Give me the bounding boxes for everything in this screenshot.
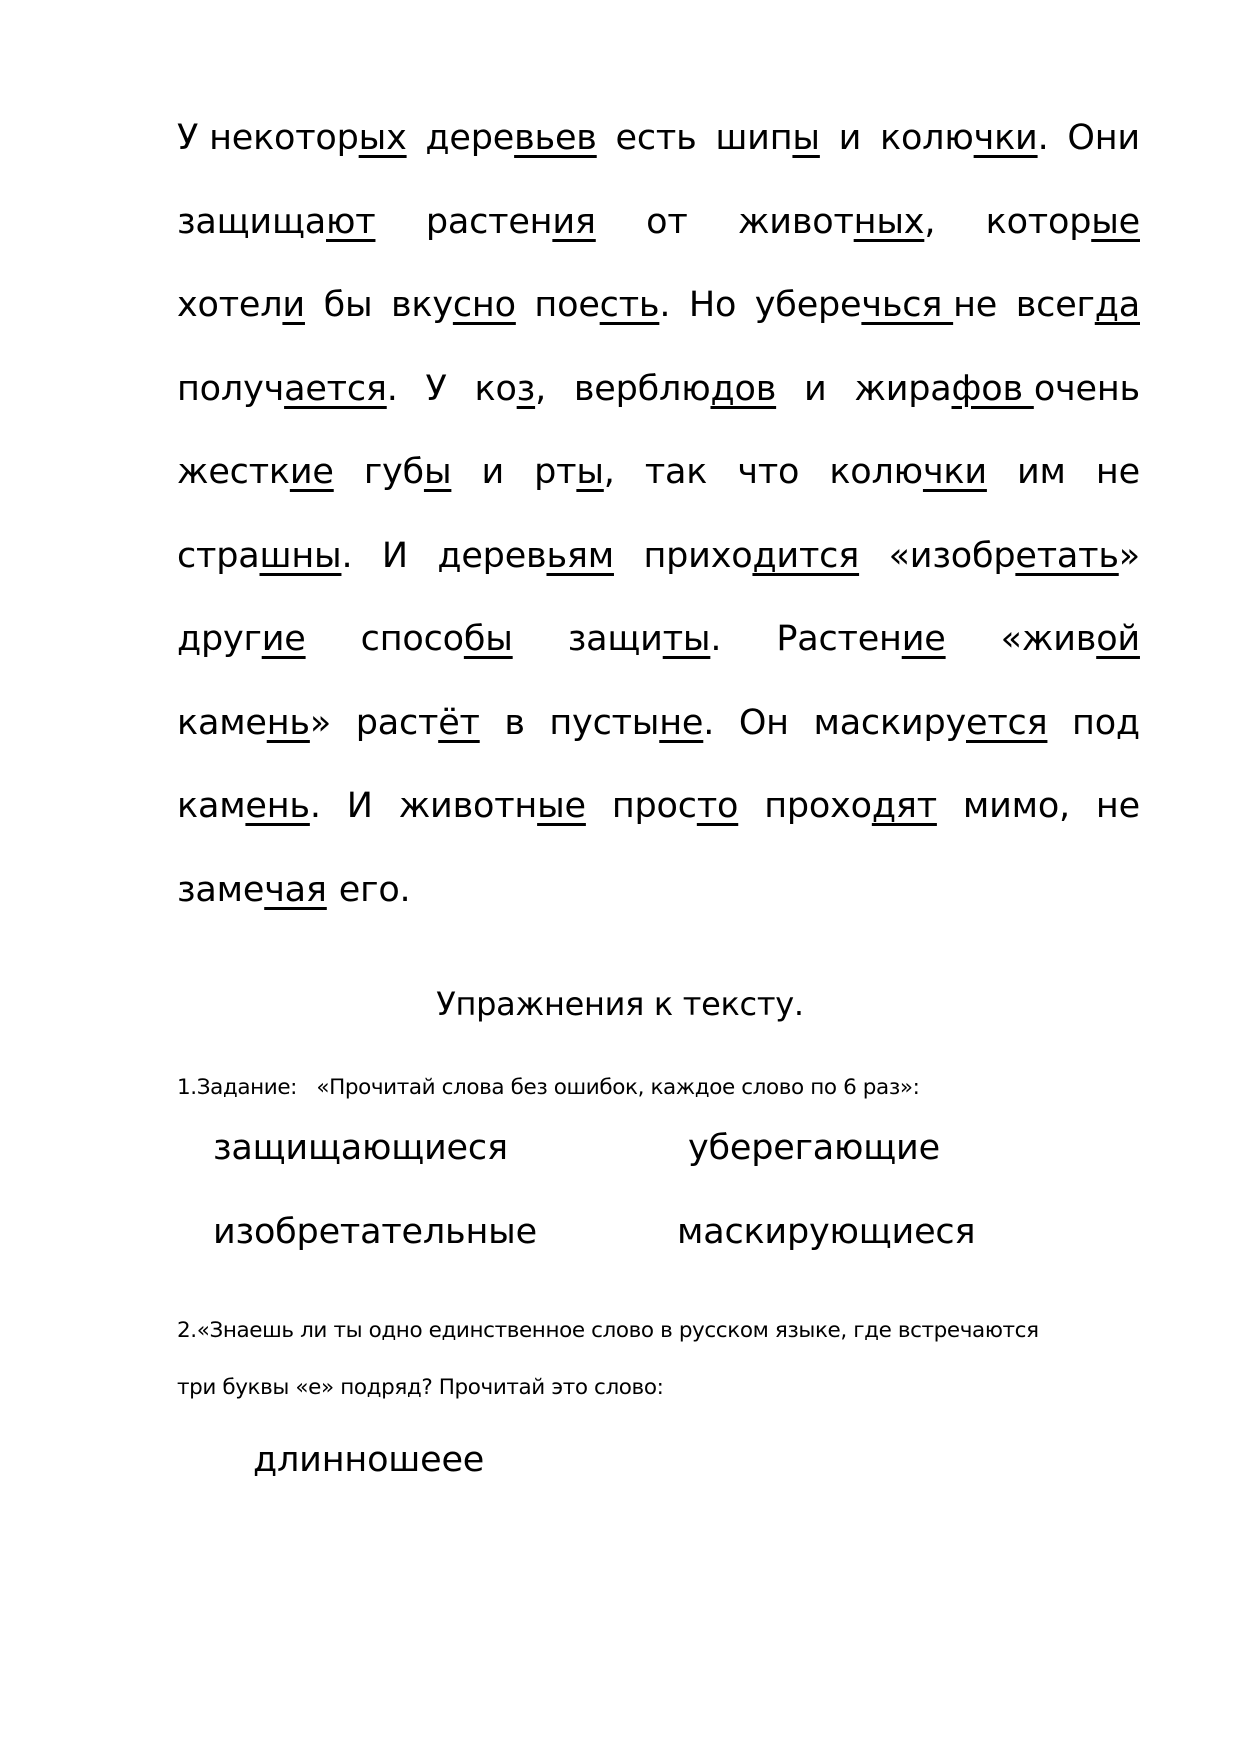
word-segment: очень [1033,368,1140,409]
word-segment: маскиру [813,702,966,743]
word-segment: «изобр [888,535,1016,576]
task-1-instruction [177,1075,919,1100]
drill-word-2: уберегающие [688,1128,940,1168]
passage-word [889,530,1140,614]
passage-word [391,279,516,363]
word-segment: . [309,786,321,826]
word-segment: . [659,285,671,325]
word-segment: есть [615,118,697,158]
underlined-morpheme: етать [1015,535,1119,576]
passage-word [324,279,373,363]
word-segment: прохо [764,786,872,826]
underlined-morpheme: чая [264,869,327,910]
word-segment: в [504,702,525,743]
passage-word [356,697,480,781]
word-segment: » [309,702,332,743]
passage-word [804,363,827,447]
word-segment: кам [177,786,246,826]
passage-word [426,196,596,280]
passage-word [764,780,937,864]
underlined-morpheme: ые [537,786,586,826]
passage-word [986,196,1140,280]
word-segment: «жив [1000,619,1097,659]
passage-word [364,446,452,530]
passage-line [177,780,1140,864]
passage-word [738,196,935,280]
passage-word [382,530,408,614]
underlined-morpheme: ия [552,201,596,242]
word-segment: и [803,368,827,409]
passage-word [177,864,327,948]
underlined-morpheme: ы [792,118,820,158]
passage-word [504,697,524,781]
task-1-label: 1.Задание: [177,1075,298,1100]
passage-word [177,780,321,864]
passage-word [715,112,820,196]
passage-word [689,279,736,363]
word-segment: защища [177,201,326,242]
underlined-morpheme: ты [662,619,711,659]
word-segment: его. [338,869,411,910]
passage-line [177,697,1140,781]
passage-word [574,363,776,447]
word-segment: Но [688,285,737,325]
word-segment: раст [355,702,439,743]
passage-line [177,864,1140,948]
word-segment: спосо [360,619,464,659]
word-segment: ко [474,368,517,409]
underlined-morpheme: ие [901,619,946,659]
word-segment: Он [738,702,789,743]
word-segment: дере [425,118,515,158]
word-segment: друг [177,619,262,659]
word-segment: котор [985,201,1092,242]
word-segment: . [386,368,398,409]
word-segment: колю [880,118,974,158]
word-segment: , [924,201,936,242]
passage-word [1017,446,1066,530]
passage-line [177,112,1140,196]
word-segment: . [710,619,722,659]
passage-word [1072,697,1140,781]
word-segment: И [381,535,408,576]
underlined-morpheme: ые [1091,201,1140,242]
passage-word [177,613,306,697]
underlined-morpheme: дов [710,368,777,409]
word-segment: И [346,786,373,826]
reading-passage [177,112,1140,947]
word-segment: прос [611,786,697,826]
passage-word [177,697,331,781]
word-segment: стра [177,535,260,576]
passage-word [177,363,398,447]
word-segment: прихо [643,535,753,576]
word-segment: пое [534,285,600,325]
passage-line [177,613,1140,697]
task-2-question-line-2: три буквы «е» подряд? Прочитай это слово: [177,1375,664,1400]
passage-word [437,530,614,614]
underlined-morpheme: ют [326,201,376,242]
passage-word [534,446,615,530]
passage-word [534,279,670,363]
word-segment: , [603,452,615,492]
passage-word [177,196,375,280]
underlined-morpheme: сть [599,285,660,325]
word-segment: полу [177,368,264,409]
underlined-morpheme: чки [922,452,987,492]
underlined-morpheme: ных [853,201,925,242]
passage-word [177,446,334,530]
passage-word [612,780,738,864]
word-segment: живот [737,201,854,242]
passage-word [776,613,945,697]
passage-line [177,279,1140,363]
passage-word [755,279,997,363]
underlined-morpheme: то [696,786,739,826]
task-2-question-line-1: 2.«Знаешь ли ты одно единственное слово в русском языке, где встречаются [177,1318,1039,1343]
passage-word [1001,613,1140,697]
underlined-morpheme: не [659,702,704,743]
word-segment: от [646,201,688,242]
underlined-morpheme: шны [259,535,342,576]
underlined-morpheme: ой [1096,619,1140,659]
word-segment: некотор [209,118,359,158]
underlined-morpheme: фов [951,368,1034,409]
exercises-heading: Упражнения к тексту. [436,985,804,1023]
passage-line [177,530,1140,614]
passage-word [737,446,799,530]
underlined-morpheme: чься [861,285,954,325]
word-segment: » [1118,535,1140,576]
passage-word [646,196,687,280]
underlined-morpheme: дится [752,535,860,576]
passage-word [1067,112,1140,196]
drill-word-1: защищающиеся [213,1128,508,1168]
passage-word [739,697,789,781]
word-segment: ч [263,368,285,409]
passage-line [177,363,1140,447]
underlined-morpheme: ы [576,452,604,492]
word-segment: , [535,368,547,409]
passage-word [854,363,1140,447]
underlined-morpheme: ьям [546,535,614,576]
passage-word [361,613,513,697]
passage-word [347,780,373,864]
underlined-morpheme: бы [463,619,513,659]
word-segment: не [1095,452,1140,492]
passage-word [475,363,547,447]
word-segment: рт [534,452,577,492]
passage-word [481,446,504,530]
word-segment: . [341,535,353,576]
passage-word [643,530,859,614]
passage-line [177,446,1140,530]
underlined-morpheme: чки [973,118,1038,158]
underlined-morpheme: ается [284,368,387,409]
passage-word [829,446,987,530]
word-segment: под [1072,702,1140,743]
word-segment: жестк [177,452,290,492]
word-segment: мимо, [962,786,1070,826]
word-segment: колю [829,452,923,492]
word-segment: дерев [437,535,547,576]
word-segment: . [703,702,715,743]
passage-word [1096,780,1140,864]
passage-word [839,112,862,196]
passage-word [568,613,722,697]
passage-word [1096,446,1140,530]
word-segment: . [1037,118,1049,158]
word-segment: защи [567,619,663,659]
passage-word [645,446,707,530]
drill-word-3: изобретательные [213,1212,537,1252]
passage-word [1016,279,1140,363]
underlined-morpheme: нь [266,702,310,743]
word-segment: так [644,452,708,492]
task-2-answer-word: длинношеее [253,1440,485,1480]
word-segment: каме [177,702,267,743]
underlined-morpheme: сно [452,285,516,325]
underlined-morpheme: да [1094,285,1140,325]
word-segment: пусты [549,702,660,743]
underlined-morpheme: ёт [438,702,480,743]
passage-word [425,112,596,196]
passage-line [177,196,1140,280]
passage-word [399,780,586,864]
underlined-morpheme: ень [245,786,310,826]
passage-word [177,530,352,614]
passage-word [880,112,1049,196]
underlined-morpheme: ых [358,118,407,158]
word-segment: Они [1067,118,1140,158]
underlined-morpheme: вьев [514,118,597,158]
word-segment: убере [754,285,862,325]
word-segment: жира [854,368,952,409]
passage-word [339,864,411,948]
underlined-morpheme: з [516,368,536,409]
word-segment: растен [425,201,553,242]
word-segment: заме [177,869,265,910]
word-segment: бы [323,285,373,325]
underlined-morpheme: ие [289,452,334,492]
word-segment: верблю [573,368,711,409]
underlined-morpheme: ы [423,452,452,492]
word-segment: У [425,368,447,409]
word-segment: Растен [776,619,902,659]
word-segment: им [1017,452,1066,492]
passage-word [426,363,447,447]
word-segment: всег [1015,285,1095,325]
underlined-morpheme: ие [261,619,306,659]
word-segment: губ [363,452,424,492]
drill-word-4: маскирующиеся [677,1212,976,1252]
underlined-morpheme: ется [966,702,1048,743]
word-segment: и [838,118,862,158]
underlined-morpheme: и [282,285,305,325]
word-segment: не [953,285,998,325]
word-segment: и [481,452,505,492]
underlined-morpheme: дят [871,786,937,826]
word-segment: что [737,452,800,492]
passage-word [963,780,1070,864]
passage-word [549,697,714,781]
word-segment: У [177,118,210,158]
passage-word [616,112,697,196]
word-segment: не [1095,786,1140,826]
passage-word [813,697,1047,781]
task-1-text: «Прочитай слова без ошибок, каждое слово по 6 раз»: [316,1075,920,1100]
word-segment: хотел [177,285,283,325]
passage-word [177,112,407,196]
word-segment: вку [390,285,453,325]
word-segment: животн [398,786,538,826]
word-segment: шип [715,118,793,158]
passage-word [177,279,305,363]
